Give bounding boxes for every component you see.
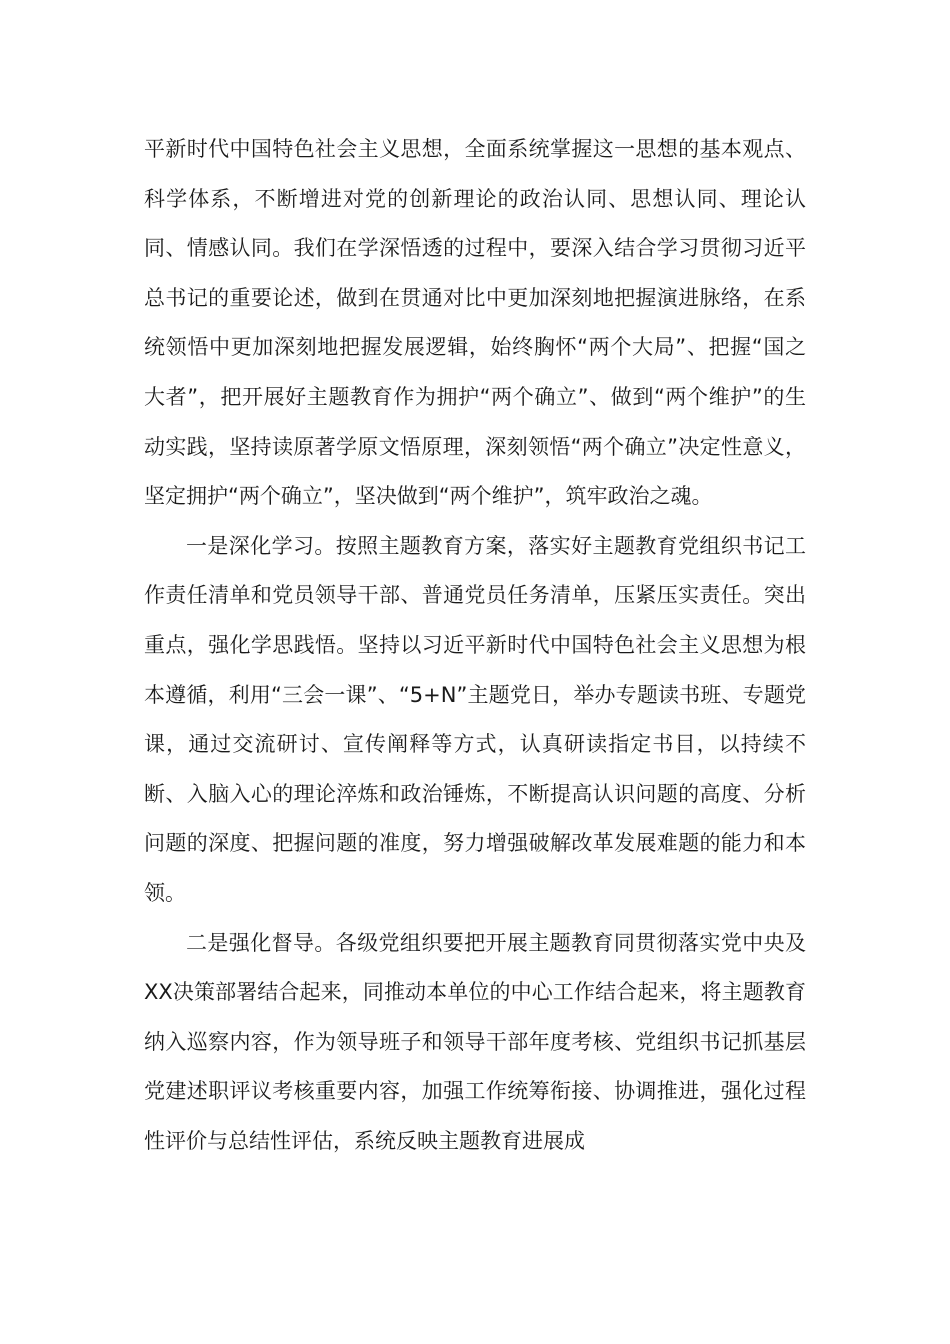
document-body [144, 125, 806, 1166]
paragraph-deepen-study: 一是深化学习。按照主题教育方案，落实好主题教育党组织书记工作责任清单和党员领导干部、普通党员任务清单，压紧压实责任。突出重点，强化学思践悟。坚持以习近平新时代中国特色社会主义思想为根本遵循，利用“三会一课”、“5+N”主题党日，举办专题读书班、专题党课，通过交流研讨、宣传阐释等方式，认真研读指定书目，以持续不断、入脑入心的理论淬炼和政治锤炼，不断提高认识问题的高度、分析问题的深度、把握问题的准度，努力增强破解改革发展难题的能力和本领。 [144, 533, 806, 905]
paragraph-strengthen-supervision: 二是强化督导。各级党组织要把开展主题教育同贯彻落实党中央及XX决策部署结合起来，同推动本单位的中心工作结合起来，将主题教育纳入巡察内容，作为领导班子和领导干部年度考核、党组织书记抓基层党建述职评议考核重要内容，加强工作统筹衔接、协调推进，强化过程性评价与总结性评估，系统反映主题教育进展成 [144, 930, 806, 1153]
paragraph-continued: 平新时代中国特色社会主义思想，全面系统掌握这一思想的基本观点、科学体系，不断增进对党的创新理论的政治认同、思想认同、理论认同、情感认同。我们在学深悟透的过程中，要深入结合学习贯彻习近平总书记的重要论述，做到在贯通对比中更加深刻地把握演进脉络，在系统领悟中更加深刻地把握发展逻辑，始终胸怀“两个大局”、把握“国之大者”，把开展好主题教育作为拥护“两个确立”、做到“两个维护”的生动实践，坚持读原著学原文悟原理，深刻领悟“两个确立”决定性意义，坚定拥护“两个确立”，坚决做到“两个维护”，筑牢政治之魂。 [144, 137, 806, 509]
